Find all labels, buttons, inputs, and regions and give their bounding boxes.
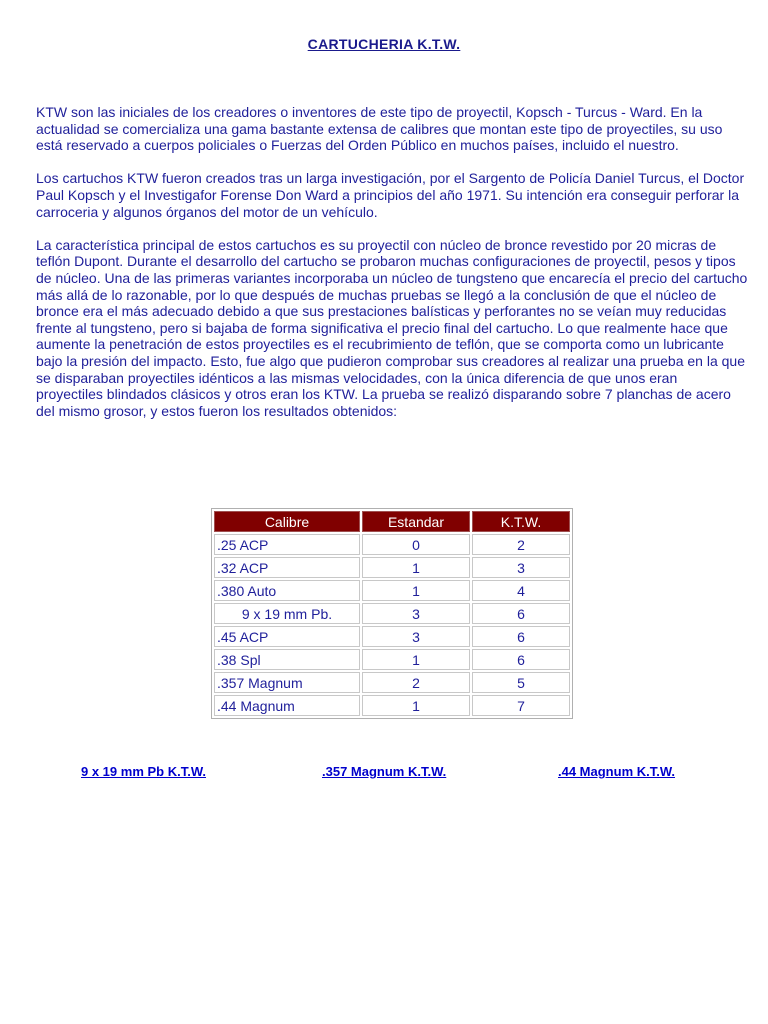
cell-ktw: 3: [472, 557, 570, 578]
cell-calibre: .357 Magnum: [214, 672, 360, 693]
link-357-magnum-ktw[interactable]: .357 Magnum K.T.W.: [322, 764, 447, 779]
results-table: [211, 508, 573, 719]
header-calibre: Calibre: [214, 511, 360, 532]
table-row: [214, 649, 570, 670]
cell-calibre: .380 Auto: [214, 580, 360, 601]
table-row: [214, 603, 570, 624]
table-row: [214, 580, 570, 601]
header-ktw: K.T.W.: [472, 511, 570, 532]
cell-estandar: 3: [362, 626, 470, 647]
related-links: [0, 764, 768, 784]
header-estandar: Estandar: [362, 511, 470, 532]
paragraph-history: Los cartuchos KTW fueron creados tras un larga investigación, por el Sargento de Policía Daniel Turcus, el Doctor Paul Kopsch y el Investigafor Forense Don Ward a principios del año 1971. Su intención era conseguir perforar la carroceria y algunos órganos del motor de un vehículo.: [36, 170, 745, 220]
link-44-magnum-ktw[interactable]: .44 Magnum K.T.W.: [558, 764, 676, 779]
cell-calibre: .32 ACP: [214, 557, 360, 578]
table-row: [214, 695, 570, 716]
cell-estandar: 3: [362, 603, 470, 624]
article-body: [36, 104, 748, 436]
page-title: CARTUCHERIA K.T.W.: [307, 36, 461, 52]
cell-ktw: 2: [472, 534, 570, 555]
cell-ktw: 6: [472, 626, 570, 647]
cell-calibre: .38 Spl: [214, 649, 360, 670]
cell-ktw: 5: [472, 672, 570, 693]
table-row: [214, 672, 570, 693]
table-row: [214, 534, 570, 555]
cell-ktw: 6: [472, 649, 570, 670]
cell-ktw: 4: [472, 580, 570, 601]
cell-calibre: .44 Magnum: [214, 695, 360, 716]
link-9x19-ktw[interactable]: 9 x 19 mm Pb K.T.W.: [81, 764, 206, 779]
cell-calibre: .45 ACP: [214, 626, 360, 647]
cell-estandar: 2: [362, 672, 470, 693]
cell-estandar: 1: [362, 557, 470, 578]
table-row: [214, 557, 570, 578]
table-header-row: [214, 511, 570, 532]
cell-estandar: 0: [362, 534, 470, 555]
cell-estandar: 1: [362, 580, 470, 601]
cell-estandar: 1: [362, 649, 470, 670]
cell-ktw: 7: [472, 695, 570, 716]
cell-ktw: 6: [472, 603, 570, 624]
paragraph-characteristics: La característica principal de estos cartuchos es su proyectil con núcleo de bronce revestido por 20 micras de teflón Dupont. Durante el desarrollo del cartucho se probaron muchas configuraciones de proyectil, pesos y tipos de núcleo. Una de las primeras variantes incorporaba un núcleo de tungsteno que encarecía el precio del cartucho más allá de lo razonable, por lo que después de muchas pruebas se llegó a la conclusión de que el núcleo de bronce era el más adecuado debido a que sus prestaciones balísticas y perforantes no se veían muy reducidas frente al tungsteno, pero si bajaba de forma significativa el precio final del cartucho. Lo que realmente hace que aumente la penetración de estos proyectiles es el recubrimiento de teflón, que se comporta como un lubricante bajo la presión del impacto. Esto, fue algo que pudieron comprobar sus creadores al realizar una prueba en la que se disparaban proyectiles idénticos a las mismas velocidades, con la única diferencia de que unos eran proyectiles blindados clásicos y otros eran los KTW. La prueba se realizó disparando sobre 7 planchas de acero del mismo grosor, y estos fueron los resultados obtenidos:: [36, 236, 748, 419]
cell-calibre: 9 x 19 mm Pb.: [214, 603, 360, 624]
table-row: [214, 626, 570, 647]
cell-calibre: .25 ACP: [214, 534, 360, 555]
cell-estandar: 1: [362, 695, 470, 716]
paragraph-intro: KTW son las iniciales de los creadores o inventores de este tipo de proyectil, Kopsch - Turcus - Ward. En la actualidad se comercializa una gama bastante extensa de calibres que montan este tipo de proyectiles, su uso está reservado a cuerpos policiales o Fuerzas del Orden Público en muchos países, incluido el nuestro.: [36, 104, 723, 154]
